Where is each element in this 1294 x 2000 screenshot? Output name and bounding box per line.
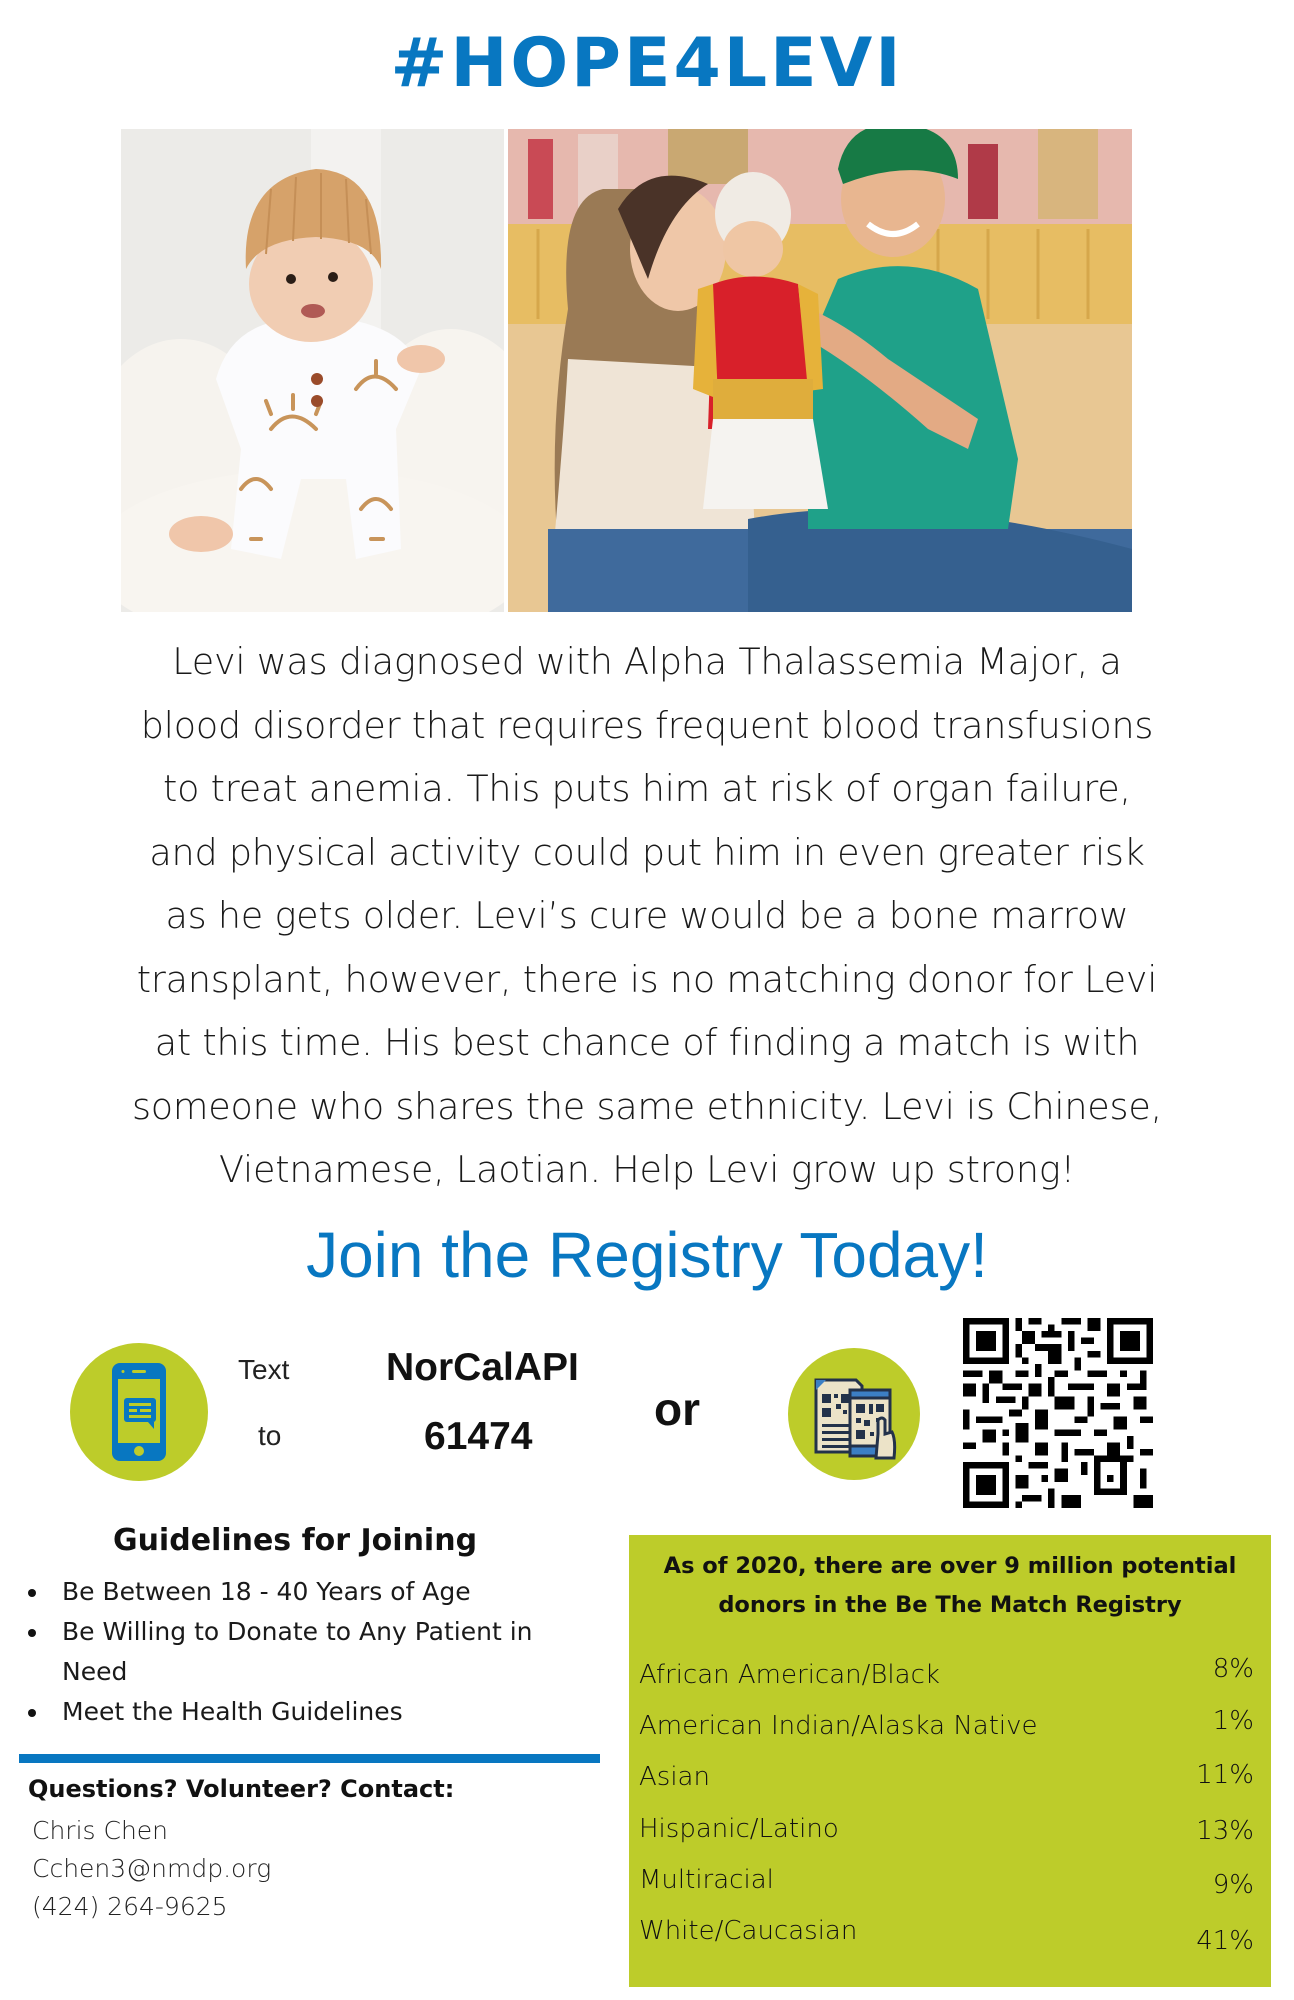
stat-row: [639, 1762, 1254, 1802]
section-divider: [19, 1754, 600, 1763]
story-line: Levi was diagnosed with Alpha Thalassemia Major, a: [172, 640, 1122, 683]
photo-levi-beanie: [121, 129, 504, 612]
stat-label: White/Caucasian: [639, 1916, 858, 1946]
registry-qr-code[interactable]: [963, 1318, 1153, 1508]
story-line: at this time. His best chance of finding a match is with: [154, 1021, 1140, 1064]
registry-stats-box: [629, 1535, 1271, 1987]
stat-row: [639, 1916, 1254, 1956]
stat-value: 9%: [1212, 1870, 1254, 1900]
sms-keyword: NorCalAPI: [386, 1346, 579, 1389]
stat-label: American Indian/Alaska Native: [639, 1711, 1038, 1741]
stat-row: [639, 1706, 1254, 1751]
page-title: #HOPE4LEVI: [390, 24, 904, 103]
to-label: to: [258, 1420, 282, 1451]
story-line: to treat anemia. This puts him at risk of organ failure,: [163, 767, 1131, 810]
stat-row: [639, 1814, 1254, 1854]
guidelines-title: Guidelines for Joining: [112, 1523, 478, 1558]
stat-label: Asian: [639, 1762, 710, 1792]
guidelines-list: [28, 1572, 598, 1732]
stat-value: 13%: [1196, 1816, 1254, 1846]
photo-levi-family: [508, 129, 1132, 612]
story-paragraph: [0, 630, 1294, 1202]
guideline-item: Be Willing to Donate to Any Patient in Need: [28, 1612, 598, 1692]
sms-shortcode: 61474: [424, 1415, 533, 1458]
contact-name: Chris Chen: [32, 1816, 169, 1845]
text-label: Text: [238, 1354, 290, 1385]
story-line: Vietnamese, Laotian. Help Levi grow up strong!: [219, 1148, 1075, 1191]
story-line: blood disorder that requires frequent blood transfusions: [140, 703, 1154, 747]
stat-label: Multiracial: [639, 1865, 774, 1895]
stats-heading-line: As of 2020, there are over 9 million potential: [663, 1553, 1237, 1579]
qr-scan-icon: [788, 1348, 920, 1480]
story-line: as he gets older. Levi’s cure would be a bone marrow: [165, 894, 1129, 937]
stat-value: 11%: [1196, 1760, 1254, 1790]
contact-details: [32, 1812, 271, 1926]
stat-label: African American/Black: [639, 1660, 940, 1690]
cta-heading: Join the Registry Today!: [306, 1219, 988, 1291]
phone-message-icon: [70, 1343, 208, 1481]
stat-row: [639, 1865, 1254, 1905]
guideline-item: Be Between 18 - 40 Years of Age: [28, 1572, 598, 1612]
stat-value: 8%: [1212, 1654, 1254, 1684]
contact-email[interactable]: Cchen3@nmdp.org: [32, 1854, 272, 1883]
stat-value: 41%: [1196, 1926, 1254, 1956]
story-line: and physical activity could put him in even greater risk: [149, 830, 1145, 874]
guideline-item: Meet the Health Guidelines: [28, 1692, 598, 1732]
contact-title: Questions? Volunteer? Contact:: [28, 1775, 455, 1803]
contact-phone[interactable]: (424) 264-9625: [32, 1892, 228, 1921]
stats-heading-line: donors in the Be The Match Registry: [718, 1592, 1182, 1618]
or-label: or: [654, 1383, 700, 1435]
story-line: transplant, however, there is no matching donor for Levi: [136, 957, 1158, 1001]
stat-row: [639, 1654, 1254, 1700]
stat-label: Hispanic/Latino: [639, 1814, 839, 1844]
family-photo-illustration: [508, 129, 1132, 612]
story-line: someone who shares the same ethnicity. Levi is Chinese,: [131, 1084, 1163, 1128]
stats-heading: [629, 1547, 1271, 1625]
baby-photo-illustration: [121, 129, 504, 612]
stat-value: 1%: [1212, 1706, 1254, 1736]
